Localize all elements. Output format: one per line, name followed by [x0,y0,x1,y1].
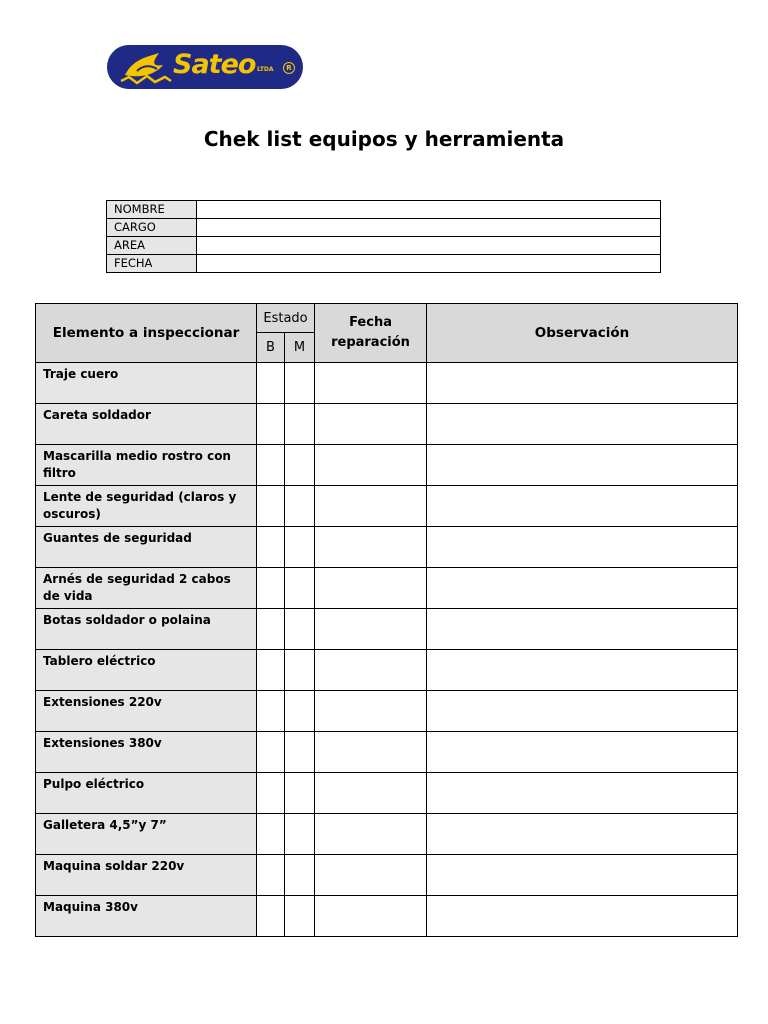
checklist-row [36,773,738,814]
registered-mark: R [283,62,295,74]
observacion-cell[interactable] [427,814,738,855]
info-value-field[interactable] [197,219,661,237]
estado-b-cell[interactable] [257,527,285,568]
observacion-cell[interactable] [427,855,738,896]
estado-m-cell[interactable] [285,445,315,486]
estado-m-cell[interactable] [285,568,315,609]
checklist-item-label: Mascarilla medio rostro con filtro [36,445,257,486]
checklist-item-label: Extensiones 380v [36,732,257,773]
estado-b-cell[interactable] [257,568,285,609]
estado-m-cell[interactable] [285,773,315,814]
estado-m-cell[interactable] [285,896,315,937]
observacion-cell[interactable] [427,609,738,650]
company-logo [107,45,303,89]
info-row [107,219,661,237]
checklist-item-label: Traje cuero [36,363,257,404]
checklist-row [36,486,738,527]
checklist-item-label: Arnés de seguridad 2 cabos de vida [36,568,257,609]
checklist-row [36,650,738,691]
logo-ltda: LTDA [257,66,274,73]
checklist-item-label: Tablero eléctrico [36,650,257,691]
estado-m-cell[interactable] [285,486,315,527]
fecha-reparacion-cell[interactable] [315,773,427,814]
fecha-reparacion-cell[interactable] [315,568,427,609]
checklist-row [36,527,738,568]
checklist-row [36,732,738,773]
checklist-item-label: Guantes de seguridad [36,527,257,568]
checklist-item-label: Galletera 4,5”y 7” [36,814,257,855]
estado-b-cell[interactable] [257,814,285,855]
observacion-cell[interactable] [427,732,738,773]
checklist-row [36,363,738,404]
header-b: B [257,333,285,363]
observacion-cell[interactable] [427,404,738,445]
observacion-cell[interactable] [427,896,738,937]
fecha-reparacion-cell[interactable] [315,896,427,937]
estado-b-cell[interactable] [257,445,285,486]
info-label: AREA [107,237,197,255]
checklist-row [36,568,738,609]
header-m: M [285,333,315,363]
checklist-item-label: Careta soldador [36,404,257,445]
observacion-cell[interactable] [427,445,738,486]
estado-b-cell[interactable] [257,896,285,937]
observacion-cell[interactable] [427,363,738,404]
header-fecha-line1: Fecha [349,315,392,330]
info-label: CARGO [107,219,197,237]
estado-b-cell[interactable] [257,609,285,650]
observacion-cell[interactable] [427,486,738,527]
header-estado: Estado [257,304,315,333]
document-title: Chek list equipos y herramienta [203,127,565,151]
fecha-reparacion-cell[interactable] [315,609,427,650]
checklist-row [36,896,738,937]
estado-b-cell[interactable] [257,773,285,814]
info-label: FECHA [107,255,197,273]
estado-m-cell[interactable] [285,609,315,650]
info-row [107,255,661,273]
fecha-reparacion-cell[interactable] [315,527,427,568]
fecha-reparacion-cell[interactable] [315,814,427,855]
estado-b-cell[interactable] [257,691,285,732]
checklist-row [36,691,738,732]
checklist-item-label: Maquina soldar 220v [36,855,257,896]
observacion-cell[interactable] [427,527,738,568]
estado-m-cell[interactable] [285,363,315,404]
observacion-cell[interactable] [427,650,738,691]
checklist-row [36,609,738,650]
estado-b-cell[interactable] [257,404,285,445]
checklist-item-label: Pulpo eléctrico [36,773,257,814]
info-value-field[interactable] [197,255,661,273]
header-fecha-reparacion [315,304,427,363]
observacion-cell[interactable] [427,773,738,814]
header-fecha-line2: reparación [331,335,410,350]
estado-m-cell[interactable] [285,855,315,896]
fecha-reparacion-cell[interactable] [315,486,427,527]
estado-m-cell[interactable] [285,814,315,855]
checklist-row [36,855,738,896]
fecha-reparacion-cell[interactable] [315,404,427,445]
fecha-reparacion-cell[interactable] [315,445,427,486]
fecha-reparacion-cell[interactable] [315,363,427,404]
fecha-reparacion-cell[interactable] [315,650,427,691]
info-value-field[interactable] [197,201,661,219]
estado-b-cell[interactable] [257,732,285,773]
info-row [107,201,661,219]
checklist-item-label: Extensiones 220v [36,691,257,732]
info-row [107,237,661,255]
info-table [106,200,661,273]
header-element: Elemento a inspeccionar [36,304,257,363]
fecha-reparacion-cell[interactable] [315,855,427,896]
checklist-row [36,814,738,855]
checklist-row [36,404,738,445]
checklist-table [35,303,738,937]
estado-m-cell[interactable] [285,650,315,691]
estado-m-cell[interactable] [285,691,315,732]
header-observacion: Observación [427,304,738,363]
observacion-cell[interactable] [427,691,738,732]
estado-m-cell[interactable] [285,527,315,568]
checklist-item-label: Maquina 380v [36,896,257,937]
estado-b-cell[interactable] [257,363,285,404]
fecha-reparacion-cell[interactable] [315,732,427,773]
observacion-cell[interactable] [427,568,738,609]
info-value-field[interactable] [197,237,661,255]
estado-m-cell[interactable] [285,732,315,773]
fecha-reparacion-cell[interactable] [315,691,427,732]
estado-b-cell[interactable] [257,486,285,527]
checklist-item-label: Botas soldador o polaina [36,609,257,650]
info-label: NOMBRE [107,201,197,219]
logo-wordmark: Sateo [173,49,256,80]
estado-m-cell[interactable] [285,404,315,445]
checklist-row [36,445,738,486]
estado-b-cell[interactable] [257,650,285,691]
estado-b-cell[interactable] [257,855,285,896]
checklist-item-label: Lente de seguridad (claros y oscuros) [36,486,257,527]
